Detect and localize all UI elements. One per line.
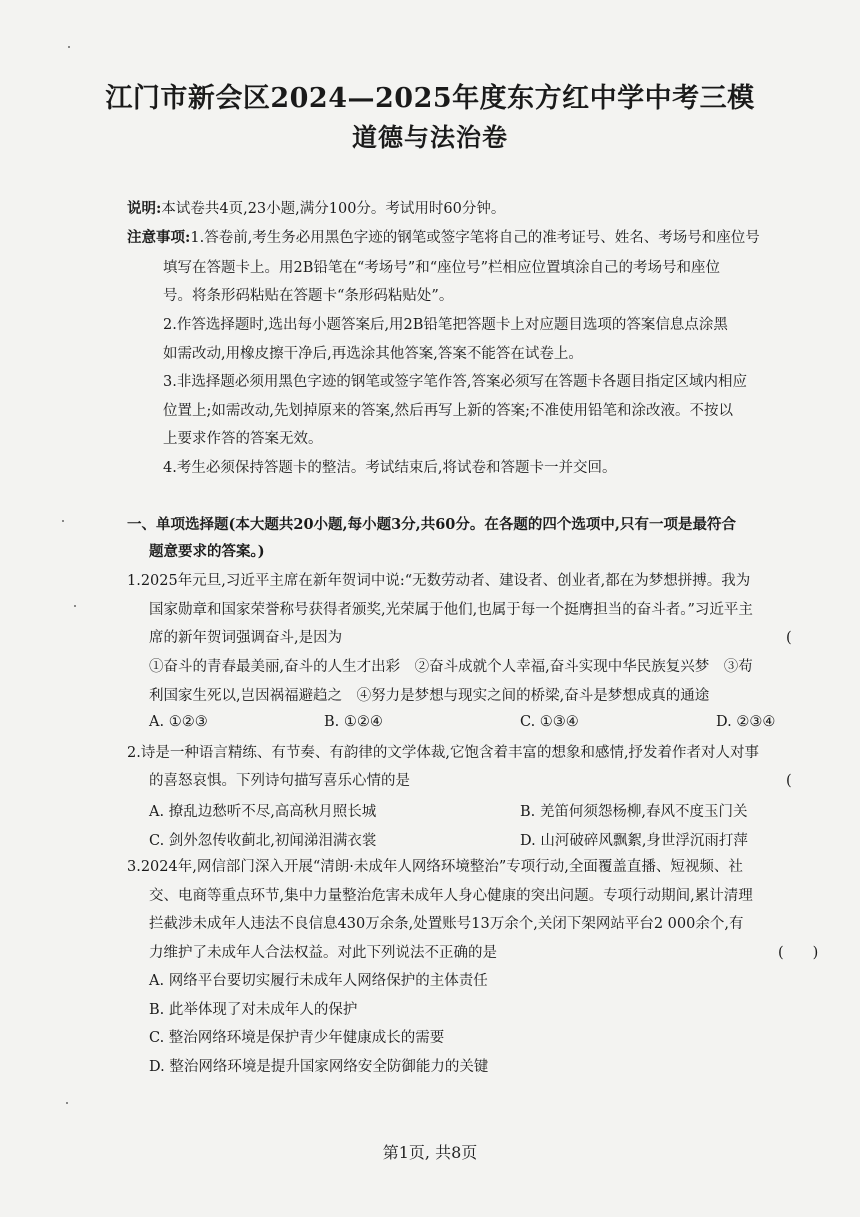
q2-line-1: 2.诗是一种语言精练、有节奏、有韵律的文学体裁,它饱含着丰富的想象和感情,抒发着作者对人对事 (127, 745, 760, 761)
q1-choice-a: A. ①②③ (149, 714, 208, 730)
q2-line-2: 的喜怒哀惧。下列诗句描写喜乐心情的是 (149, 773, 410, 789)
q1-line-3: 席的新年贺词强调奋斗,是因为 (149, 630, 343, 646)
note-1-line-3: 号。将条形码粘贴在答题卡“条形码粘贴处”。 (163, 288, 454, 304)
section-heading-line-1: 一、单项选择题(本大题共20小题,每小题3分,共60分。在各题的四个选项中,只有一项是最符合 (127, 516, 736, 533)
exam-subtitle: 道德与法治卷 (351, 123, 508, 152)
q2-answer-bracket: ( (786, 773, 792, 789)
page-number: 第1页, 共8页 (382, 1143, 478, 1162)
q3-choice-d: D. 整治网络环境是提升国家网络安全防御能力的关键 (149, 1059, 489, 1075)
q1-choice-b: B. ①②④ (324, 714, 383, 730)
note-1-line-2: 填写在答题卡上。用2B铅笔在“考场号”和“座位号”栏相应位置填涂自己的考场号和座位 (163, 260, 721, 276)
q3-choice-c: C. 整治网络环境是保护青少年健康成长的需要 (149, 1030, 445, 1046)
instructions-shuoming (127, 199, 505, 219)
q3-line-4: 力维护了未成年人合法权益。对此下列说法不正确的是 (149, 945, 497, 961)
scan-speck (74, 605, 76, 607)
note-2-line-1: 2.作答选择题时,选出每小题答案后,用2B铅笔把答题卡上对应题目选项的答案信息点涂黑 (163, 317, 728, 333)
q1-choice-c: C. ①③④ (520, 714, 579, 730)
note-1-line-1: 1.答卷前,考生务必用黑色字迹的钢笔或签字笔将自己的准考证号、姓名、考场号和座位号 (190, 230, 760, 246)
q2-choice-b: B. 羌笛何须怨杨柳,春风不度玉门关 (520, 804, 748, 820)
q2-choice-a: A. 撩乱边愁听不尽,高高秋月照长城 (149, 804, 377, 820)
q2-choice-c: C. 剑外忽传收蓟北,初闻涕泪满衣裳 (149, 833, 377, 849)
shuoming-text: 本试卷共4页,23小题,满分100分。考试用时60分钟。 (161, 201, 506, 217)
q3-line-3: 拦截涉未成年人违法不良信息430万余条,处置账号13万余个,关闭下架网站平台2 000余个,有 (149, 916, 744, 932)
instructions-note-1 (127, 228, 760, 248)
q1-answer-bracket: ( (786, 630, 792, 646)
note-2-line-2: 如需改动,用橡皮擦干净后,再选涂其他答案,答案不能答在试卷上。 (163, 346, 583, 362)
shuoming-label: 说明: (127, 200, 162, 217)
q3-answer-bracket: ( ) (778, 945, 819, 961)
note-3-line-1: 3.非选择题必须用黑色字迹的钢笔或签字笔作答,答案必须写在答题卡各题目指定区域内相应 (163, 374, 747, 390)
section-heading-line-2: 题意要求的答案。) (149, 543, 265, 560)
q1-option-statements-1: ①奋斗的青春最美丽,奋斗的人生才出彩 ②奋斗成就个人幸福,奋斗实现中华民族复兴梦 ③苟 (149, 659, 753, 675)
note-3-line-2: 位置上;如需改动,先划掉原来的答案,然后再写上新的答案;不准使用铅笔和涂改液。不按以 (163, 403, 733, 419)
q3-line-2: 交、电商等重点环节,集中力量整治危害未成年人身心健康的突出问题。专项行动期间,累计清理 (149, 888, 753, 904)
q3-line-1: 3.2024年,网信部门深入开展“清朗·未成年人网络环境整治”专项行动,全面覆盖直播、短视频、社 (127, 859, 743, 875)
q1-option-statements-2: 利国家生死以,岂因祸福避趋之 ④努力是梦想与现实之间的桥梁,奋斗是梦想成真的通途 (149, 688, 710, 704)
scan-speck (62, 520, 64, 522)
q1-line-1: 1.2025年元旦,习近平主席在新年贺词中说:“无数劳动者、建设者、创业者,都在为梦想拼搏。我为 (127, 573, 751, 589)
q1-choice-d: D. ②③④ (716, 714, 776, 730)
q3-choice-a: A. 网络平台要切实履行未成年人网络保护的主体责任 (149, 973, 488, 989)
exam-title: 江门市新会区2024—2025年度东方红中学中考三模 (105, 83, 755, 114)
q2-choice-d: D. 山河破碎风飘絮,身世浮沉雨打萍 (520, 833, 748, 849)
note-4-line-1: 4.考生必须保持答题卡的整洁。考试结束后,将试卷和答题卡一并交回。 (163, 460, 617, 476)
note-3-line-3: 上要求作答的答案无效。 (163, 431, 323, 447)
zhuyi-label: 注意事项: (127, 229, 191, 246)
q3-choice-b: B. 此举体现了对未成年人的保护 (149, 1002, 358, 1018)
scan-speck (68, 46, 70, 48)
q1-line-2: 国家勋章和国家荣誉称号获得者颁奖,光荣属于他们,也属于每一个挺膺担当的奋斗者。”习近平主 (149, 602, 753, 618)
scan-speck (66, 1102, 68, 1104)
